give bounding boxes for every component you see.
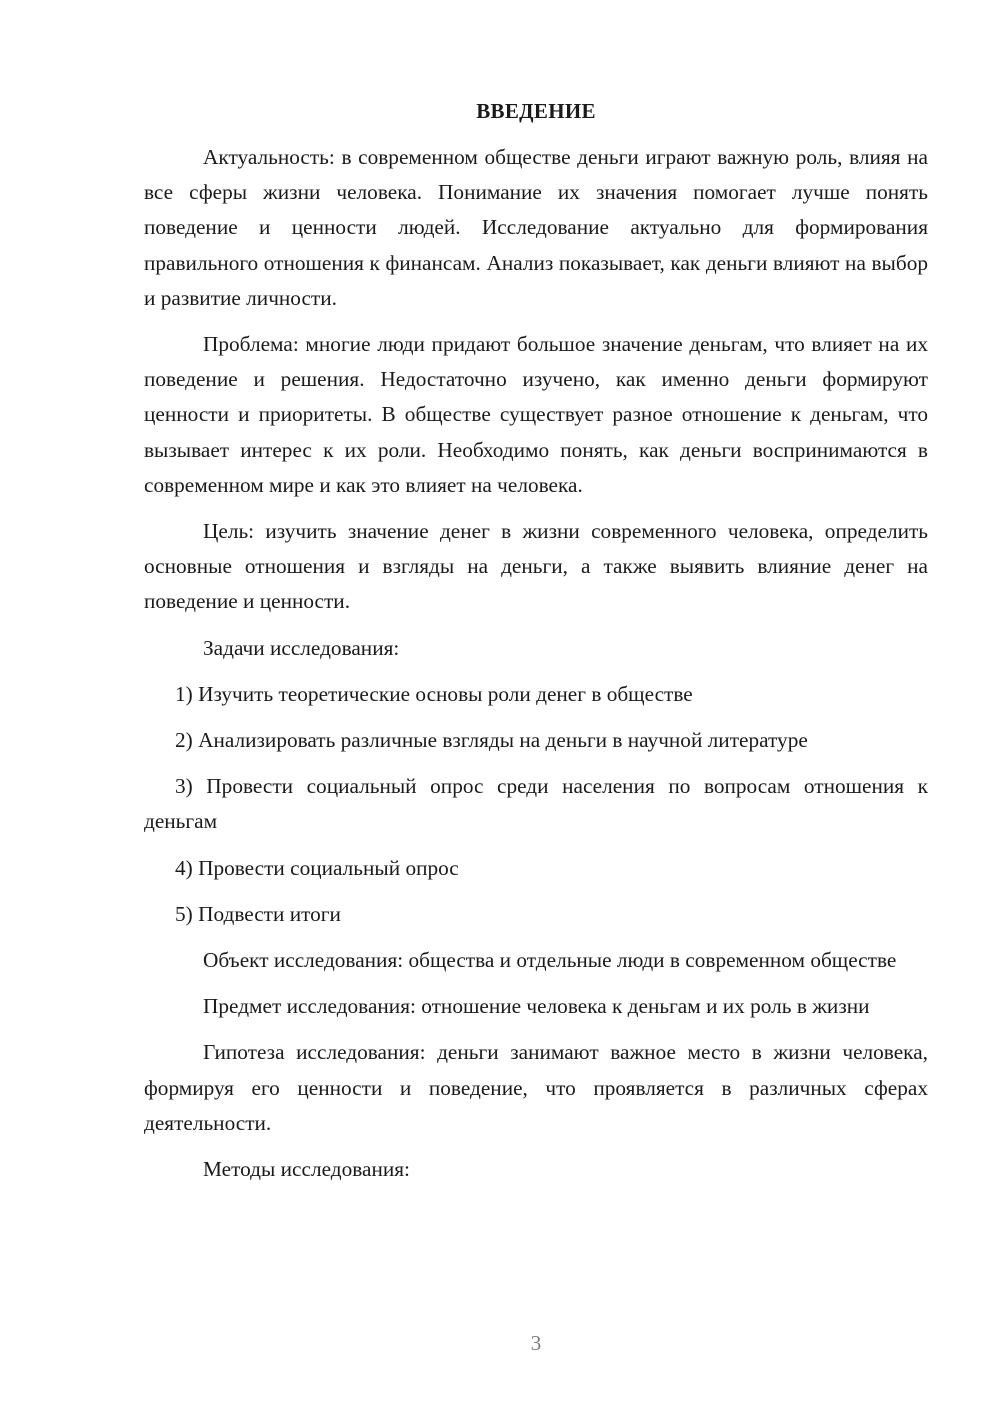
paragraph-problem: Проблема: многие люди придают большое значение деньгам, что влияет на их поведение и решения. Недостаточно изучено, как именно деньги формируют ценности и приоритеты. В обществе существует разное отношение к деньгам, что вызывает интерес к их роли. Необходимо понять, как деньги воспринимаются в современном мире и как это влияет на человека. <box>144 332 928 497</box>
paragraph-subject: Предмет исследования: отношение человека к деньгам и их роль в жизни <box>203 994 870 1019</box>
paragraph-goal: Цель: изучить значение денег в жизни современного человека, определить основные отношения и взгляды на деньги, а также выявить влияние денег на поведение и ценности. <box>144 519 928 614</box>
task-item-5: 5) Подвести итоги <box>175 901 341 926</box>
paragraph-relevance: Актуальность: в современном обществе деньги играют важную роль, влияя на все сферы жизни человека. Понимание их значения помогает лучше понять поведение и ценности людей. Исследование актуально для формирования правильного отношения к финансам. Анализ показывает, как деньги влияют на выбор и развитие личности. <box>144 145 928 310</box>
paragraph-tasks-heading: Задачи исследования: <box>203 635 400 660</box>
task-item-2: 2) Анализировать различные взгляды на деньги в научной литературе <box>175 728 808 753</box>
task-item-4: 4) Провести социальный опрос <box>175 855 459 880</box>
page-number: 3 <box>530 1331 542 1355</box>
paragraph-hypothesis: Гипотеза исследования: деньги занимают важное место в жизни человека, формируя его ценности и поведение, что проявляется в различных сферах деятельности. <box>144 1040 928 1135</box>
paragraph-methods: Методы исследования: <box>203 1157 410 1182</box>
paragraph-object: Объект исследования: общества и отдельные люди в современном обществе <box>203 948 897 973</box>
document-page <box>144 96 928 1198</box>
task-item-3: 3) Провести социальный опрос среди населения по вопросам отношения к деньгам <box>144 774 928 834</box>
section-title: ВВЕДЕНИЕ <box>476 99 596 123</box>
task-item-1: 1) Изучить теоретические основы роли денег в обществе <box>175 681 693 706</box>
